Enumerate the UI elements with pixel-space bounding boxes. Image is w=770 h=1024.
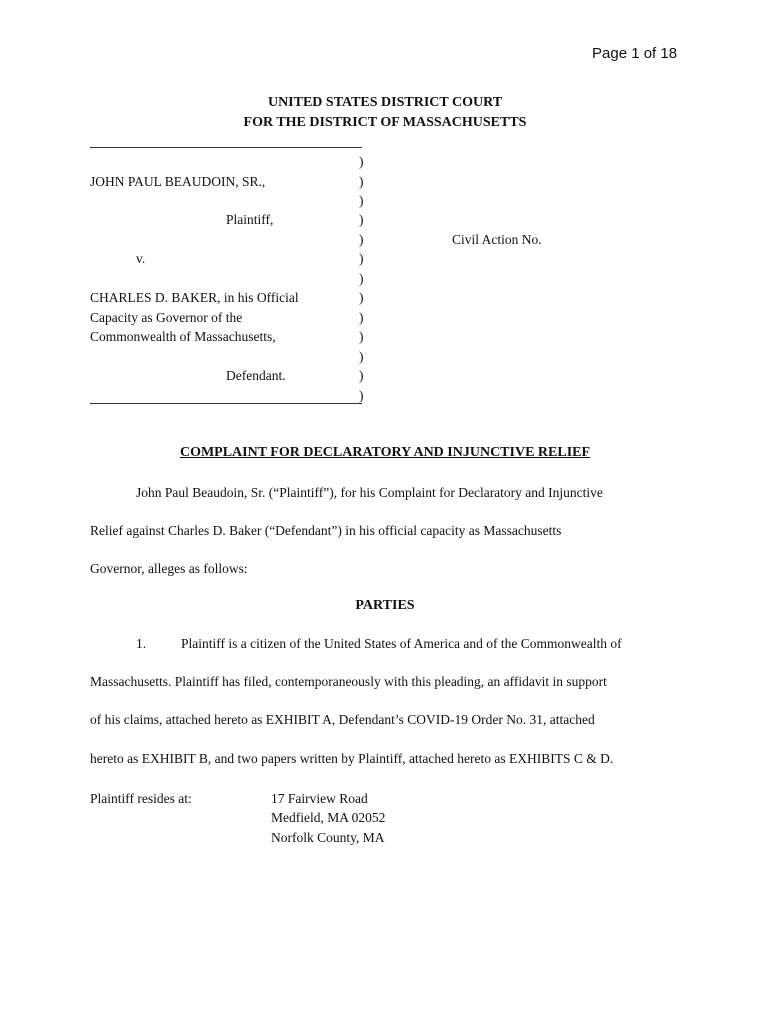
caption-paren: ) [359, 388, 364, 403]
caption-paren: ) [359, 349, 364, 364]
address-line-1: 17 Fairview Road [271, 791, 368, 806]
caption-paren: ) [359, 193, 364, 208]
address-line-2: Medfield, MA 02052 [271, 810, 386, 825]
defendant-role: Defendant. [226, 368, 286, 383]
address-line-3: Norfolk County, MA [271, 830, 385, 845]
caption-bottom-rule [90, 403, 362, 404]
paragraph-number: 1. [136, 636, 147, 651]
defendant-line-1: CHARLES D. BAKER, in his Official [90, 290, 299, 305]
caption-paren: ) [359, 232, 364, 247]
caption-paren: ) [359, 251, 364, 266]
caption-paren: ) [359, 154, 364, 169]
defendant-line-3: Commonwealth of Massachusetts, [90, 329, 276, 344]
court-name: UNITED STATES DISTRICT COURT [267, 95, 503, 110]
intro-line-3: Governor, alleges as follows: [90, 561, 248, 576]
caption-paren: ) [359, 290, 364, 305]
section-heading-parties: PARTIES [355, 598, 415, 613]
paragraph-line-2: Massachusetts. Plaintiff has filed, contemporaneously with this pleading, an affidavit in support [90, 674, 607, 689]
residence-label: Plaintiff resides at: [90, 791, 192, 806]
court-district: FOR THE DISTRICT OF MASSACHUSETTS [243, 115, 527, 130]
intro-line-1: John Paul Beaudoin, Sr. (“Plaintiff”), for his Complaint for Declaratory and Injunctive [136, 485, 603, 500]
versus-label: v. [136, 251, 146, 266]
paragraph-line-4: hereto as EXHIBIT B, and two papers written by Plaintiff, attached hereto as EXHIBITS C & D. [90, 751, 614, 766]
paragraph-line-3: of his claims, attached hereto as EXHIBIT A, Defendant’s COVID-19 Order No. 31, attached [90, 712, 595, 727]
caption-paren: ) [359, 212, 364, 227]
caption-paren: ) [359, 174, 364, 189]
caption-paren: ) [359, 329, 364, 344]
plaintiff-name: JOHN PAUL BEAUDOIN, SR., [90, 174, 266, 189]
page-indicator: Page 1 of 18 [592, 45, 678, 62]
defendant-line-2: Capacity as Governor of the [90, 310, 243, 325]
intro-line-2: Relief against Charles D. Baker (“Defendant”) in his official capacity as Massachusetts [90, 523, 562, 538]
caption-paren: ) [359, 271, 364, 286]
paragraph-line-1: Plaintiff is a citizen of the United States of America and of the Commonwealth of [181, 636, 622, 651]
civil-action-label: Civil Action No. [452, 232, 542, 247]
plaintiff-role: Plaintiff, [226, 212, 274, 227]
caption-paren: ) [359, 310, 364, 325]
caption-paren: ) [359, 368, 364, 383]
complaint-title: COMPLAINT FOR DECLARATORY AND INJUNCTIVE RELIEF [179, 445, 591, 460]
caption-top-rule [90, 147, 362, 148]
